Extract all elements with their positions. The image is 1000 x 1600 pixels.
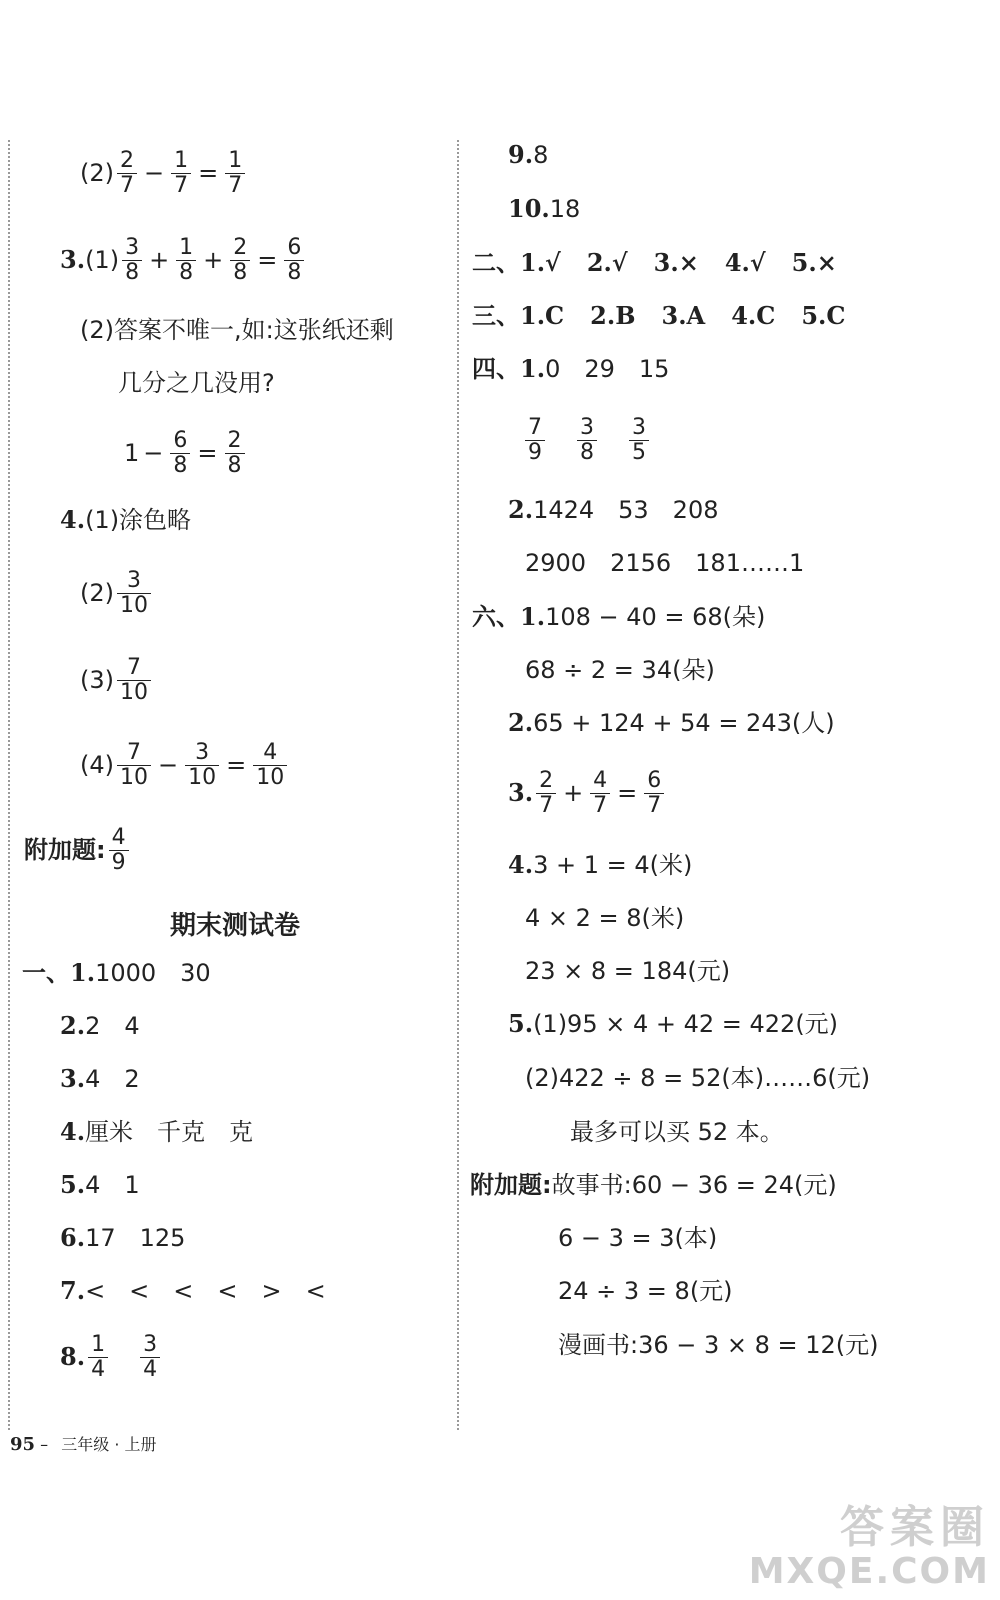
answer-line: 附加题: $\frac{4}{9}$ [24,825,132,875]
fraction: $\frac{4}{9}$ [109,826,129,873]
answer-line: 3. 4 2 [60,1064,140,1093]
answer-line: 6. 17 125 [60,1223,186,1252]
fraction: $\frac{6}{7}$ [644,769,664,816]
answer-line: 3. $\frac{2}{7}$ + $\frac{4}{7}$ = $\frac{6}{7}$ [508,768,667,818]
answer-line: (2)答案不唯一,如:这张纸还剩 [80,316,394,344]
answer-line: (3) $\frac{7}{10}$ [80,655,154,705]
answer-line: 6 − 3 = 3(本) [558,1224,718,1252]
fraction: $\frac{4}{7}$ [590,769,610,816]
answer-line: (2)422 ÷ 8 = 52(本)……6(元) [525,1064,871,1092]
fraction: $\frac{3}{8}$ [122,236,142,283]
fraction: $\frac{1}{4}$ [88,1333,108,1380]
answer-line: 10. 18 [508,194,581,223]
answer-line: 附加题: 故事书:60 − 36 = 24(元) [470,1171,837,1199]
answer-line: 2. 65 + 124 + 54 = 243(人) [508,708,835,737]
answer-line: 8. $\frac{1}{4}$ $\frac{3}{4}$ [60,1332,163,1382]
fraction: $\frac{3}{5}$ [629,416,649,463]
fraction: $\frac{3}{10}$ [117,569,151,616]
answer-line: 9. 8 [508,140,549,169]
answer-line: 几分之几没用? [118,369,275,397]
answer-line: 2900 2156 181……1 [525,549,805,577]
fraction: $\frac{6}{8}$ [170,429,190,476]
fraction: $\frac{2}{8}$ [230,236,250,283]
answer-line: 最多可以买 52 本。 [570,1118,784,1146]
fraction: $\frac{7}{9}$ [525,416,545,463]
fraction: $\frac{2}{7}$ [117,149,137,196]
answer-line: 4. 厘米 千克 克 [60,1117,254,1146]
section-title: 期末测试卷 [169,911,300,941]
answer-line: 1 − $\frac{6}{8}$ = $\frac{2}{8}$ [124,428,248,478]
answer-line: 三、 1.C 2.B 3.A 4.C 5.C [472,301,846,330]
answer-line: 2. 1424 53 208 [508,495,719,524]
fraction: $\frac{2}{7}$ [536,769,556,816]
answer-line: 3. (1) $\frac{3}{8}$ + $\frac{1}{8}$ + $\frac{2}{8}$ = $\frac{6}{8}$ [60,235,307,285]
answer-line: 4. 3 + 1 = 4(米) [508,850,693,879]
fraction: $\frac{3}{10}$ [185,741,219,788]
answer-line: 5. (1)95 × 4 + 42 = 422(元) [508,1009,839,1038]
fraction: $\frac{1}{7}$ [225,149,245,196]
answer-line: 7. < < < < > < [60,1276,326,1305]
page-number: 95 [10,1434,36,1455]
fraction: $\frac{4}{10}$ [253,741,287,788]
answer-line: 4 × 2 = 8(米) [525,904,685,932]
answer-line: 23 × 8 = 184(元) [525,957,731,985]
answer-line [522,415,652,465]
answer-line: 68 ÷ 2 = 34(朵) [525,656,715,684]
fraction: $\frac{6}{8}$ [284,236,304,283]
fraction: $\frac{2}{8}$ [225,429,245,476]
grade-label: 三年级 · 上册 [61,1435,157,1454]
answer-line: 漫画书:36 − 3 × 8 = 12(元) [558,1331,879,1359]
answer-line: 六、 1. 108 − 40 = 68(朵) [472,602,766,631]
fraction: $\frac{3}{8}$ [577,416,597,463]
answer-line: 24 ÷ 3 = 8(元) [558,1277,733,1305]
left-margin-line [8,140,10,1430]
answer-line: (2) $\frac{3}{10}$ [80,568,154,618]
fraction: $\frac{1}{7}$ [171,149,191,196]
answer-line: 一、 1. 1000 30 [22,958,211,987]
fraction: $\frac{3}{4}$ [140,1333,160,1380]
answer-line: 四、 1. 0 29 15 [472,354,670,383]
fraction: $\frac{7}{10}$ [117,741,151,788]
fraction: $\frac{7}{10}$ [117,656,151,703]
answer-line: 2. 2 4 [60,1011,140,1040]
answer-line: (2) $\frac{2}{7}$ − $\frac{1}{7}$ = $\frac{1}{7}$ [80,148,248,198]
answer-line: 二、 1.√ 2.√ 3.× 4.√ 5.× [472,248,837,277]
page-footer: 95 – 三年级 · 上册 [10,1434,157,1455]
fraction: $\frac{1}{8}$ [176,236,196,283]
watermark-logo: 答案圈 MXQE.COM [748,1502,990,1593]
column-divider [457,140,459,1430]
answer-line: (4) $\frac{7}{10}$ − $\frac{3}{10}$ = $\frac{4}{10}$ [80,740,290,790]
answer-line: 5. 4 1 [60,1170,140,1199]
answer-line: 4. (1)涂色略 [60,505,192,534]
